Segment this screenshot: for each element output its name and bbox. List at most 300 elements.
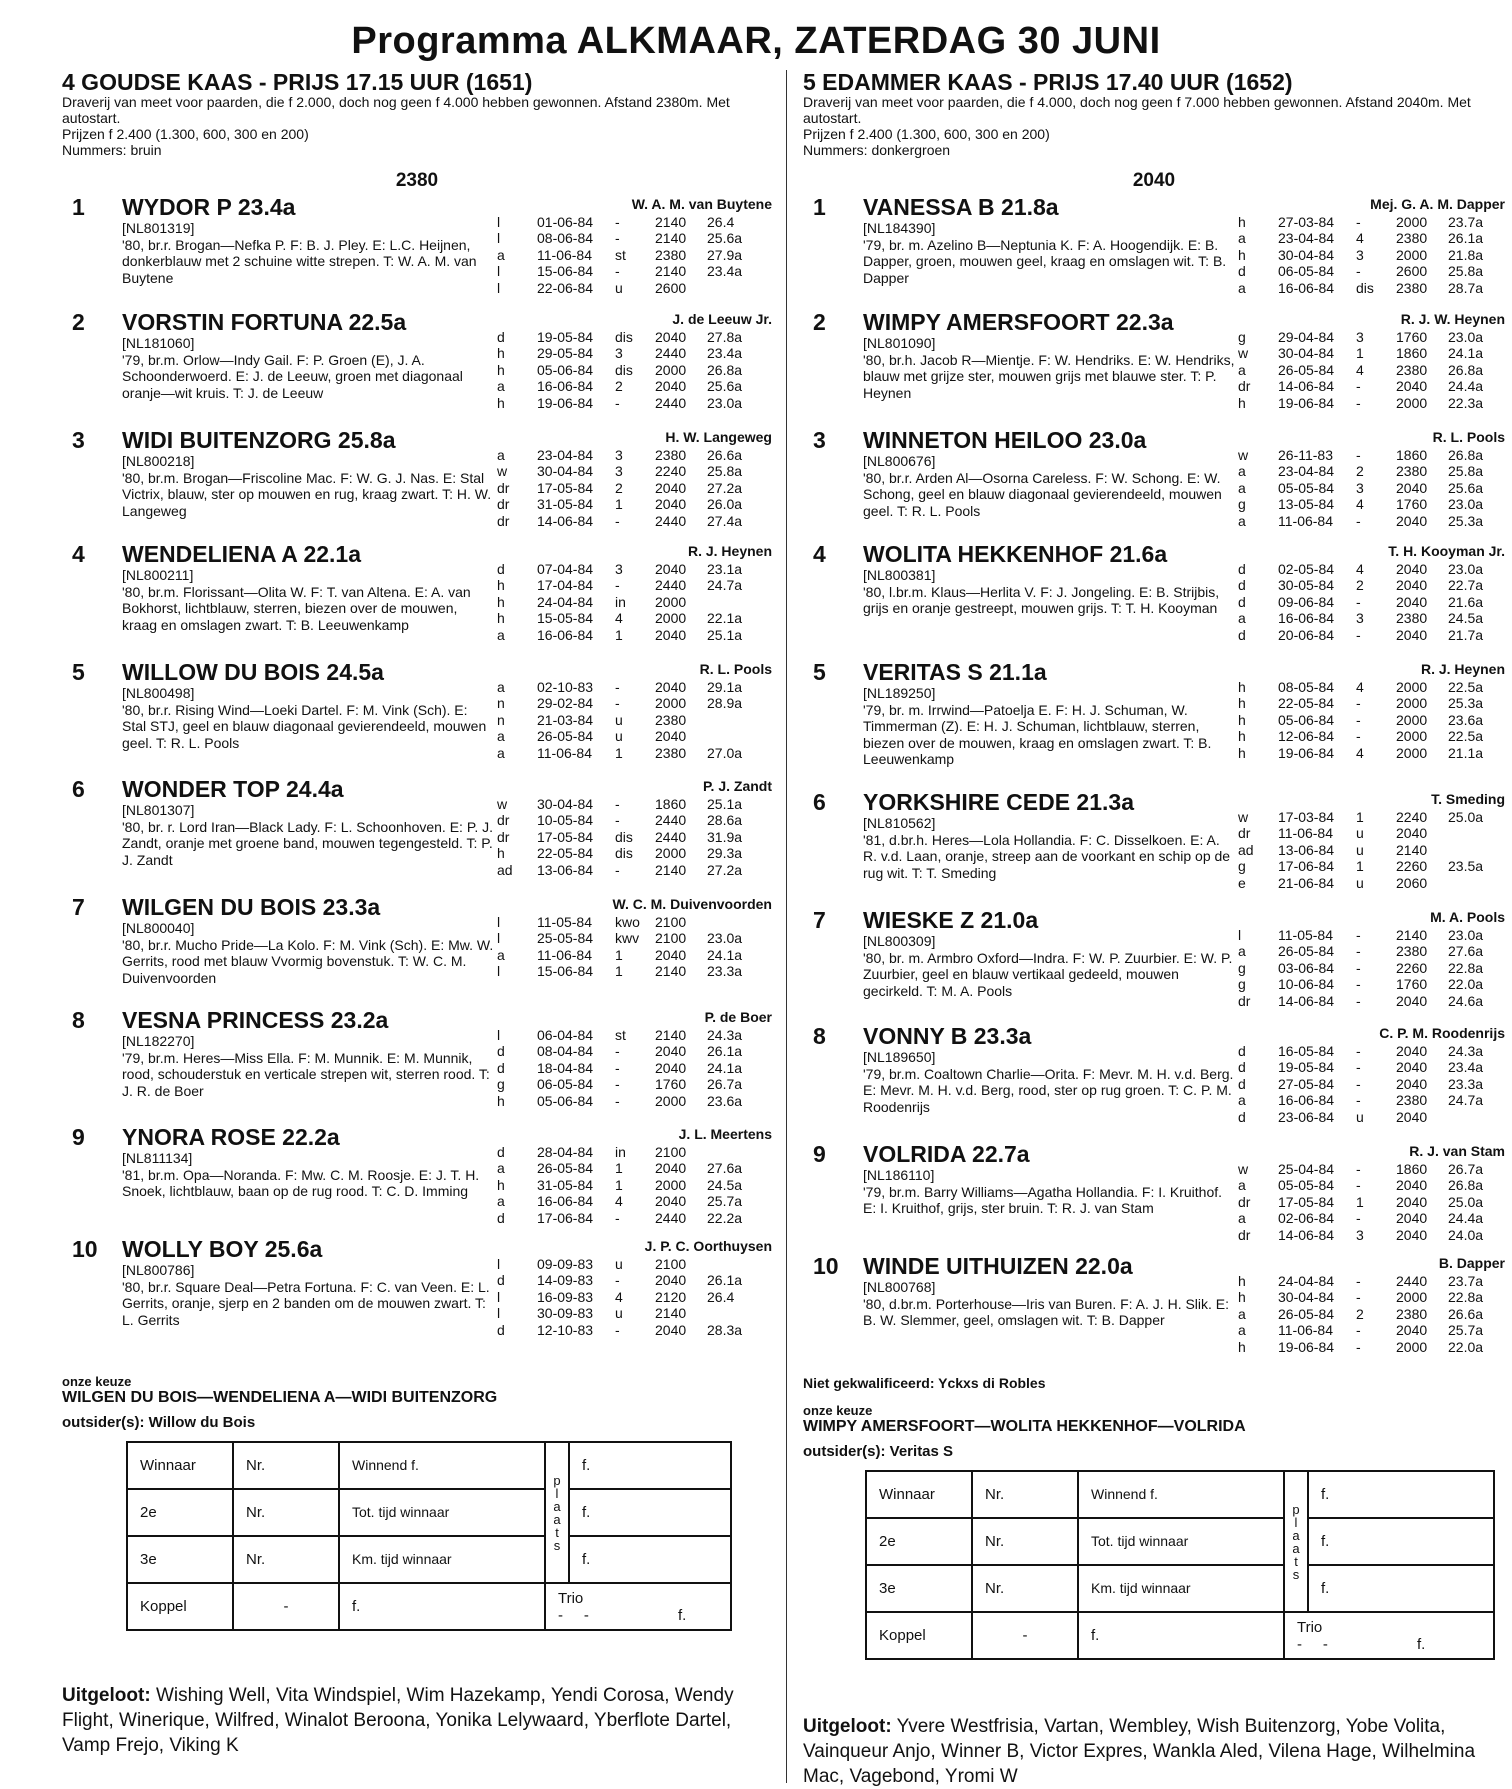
start-distance: 2040 bbox=[655, 378, 687, 395]
track-code: dr bbox=[497, 479, 510, 496]
start-time: 26.1a bbox=[707, 1043, 743, 1060]
placing: - bbox=[615, 1209, 620, 1226]
withdrawn-label: Uitgeloot: bbox=[62, 1685, 151, 1706]
race-conditions: Draverij van meet voor paarden, die f 2.000, doch nog geen f 4.000 hebben gewonnen. Afstand 2380m. Met autostart. bbox=[62, 94, 730, 126]
track-code: n bbox=[497, 695, 505, 712]
start-row bbox=[1238, 825, 1508, 841]
recent-starts bbox=[1238, 679, 1508, 761]
start-date: 12-06-84 bbox=[1278, 728, 1335, 745]
start-distance: 2040 bbox=[1396, 626, 1428, 643]
placing: 4 bbox=[1356, 679, 1364, 695]
track-code: a bbox=[497, 744, 505, 761]
start-row bbox=[1238, 695, 1508, 711]
start-time bbox=[707, 728, 767, 744]
placing: - bbox=[1356, 927, 1361, 943]
placing: - bbox=[1356, 1338, 1361, 1355]
placing: - bbox=[615, 1043, 620, 1060]
number-field[interactable]: Nr. bbox=[233, 1442, 339, 1489]
start-row bbox=[497, 247, 767, 263]
start-date: 06-05-84 bbox=[1278, 263, 1335, 280]
trio-amount: f. bbox=[1417, 1635, 1426, 1653]
start-distance: 2000 bbox=[1396, 1338, 1428, 1355]
track-code: a bbox=[1238, 512, 1246, 529]
start-time: 26.0a bbox=[707, 496, 743, 513]
horse-description bbox=[122, 1033, 494, 1099]
start-time: 22.8a bbox=[1448, 1289, 1484, 1306]
start-date: 17-06-84 bbox=[1278, 858, 1335, 875]
driver-name: P. J. Zandt bbox=[703, 778, 772, 794]
horse-name: WOLITA HEKKENHOF 21.6a bbox=[863, 541, 1168, 567]
track-code: d bbox=[497, 1043, 505, 1060]
entry-number: 9 bbox=[72, 1124, 85, 1150]
track-code: h bbox=[1238, 394, 1246, 411]
start-row bbox=[497, 963, 767, 979]
recent-starts bbox=[1238, 927, 1508, 1009]
horse-description bbox=[122, 1150, 494, 1200]
placing: 2 bbox=[1356, 1305, 1364, 1322]
start-time: 22.1a bbox=[707, 610, 743, 627]
start-date: 16-06-84 bbox=[537, 378, 594, 395]
placing: - bbox=[1356, 1273, 1361, 1289]
start-distance: 2240 bbox=[1396, 809, 1428, 825]
placing: u bbox=[1356, 874, 1364, 891]
start-time: 25.8a bbox=[1448, 463, 1484, 480]
start-row bbox=[497, 610, 767, 626]
start-row bbox=[497, 947, 767, 963]
number-field[interactable]: Nr. bbox=[972, 1565, 1078, 1612]
withdrawn-list bbox=[62, 1683, 772, 1758]
amount-field[interactable]: f. bbox=[1308, 1471, 1494, 1518]
track-code: d bbox=[1238, 577, 1246, 594]
start-time bbox=[1448, 1109, 1508, 1125]
start-date: 13-06-84 bbox=[537, 861, 594, 878]
placing: u bbox=[1356, 825, 1364, 842]
entry-number: 1 bbox=[813, 194, 826, 220]
start-date: 29-05-84 bbox=[537, 345, 594, 362]
entry-number: 5 bbox=[813, 659, 826, 685]
start-row bbox=[497, 1060, 767, 1076]
start-date: 24-04-84 bbox=[1278, 1273, 1335, 1289]
start-date: 30-09-83 bbox=[537, 1305, 594, 1322]
start-row bbox=[497, 345, 767, 361]
start-time bbox=[707, 1256, 767, 1272]
start-row bbox=[497, 1027, 767, 1043]
start-time: 24.7a bbox=[1448, 1092, 1484, 1109]
track-code: a bbox=[1238, 1210, 1246, 1227]
start-distance: 2440 bbox=[655, 577, 687, 594]
placing: 4 bbox=[1356, 361, 1364, 378]
start-row bbox=[1238, 561, 1508, 577]
track-code: g bbox=[497, 1076, 505, 1093]
driver-name: R. J. Heynen bbox=[687, 543, 772, 559]
start-date: 08-05-84 bbox=[1278, 679, 1335, 695]
horse-id: [NL801307] bbox=[122, 802, 195, 818]
start-time: 23.0a bbox=[707, 394, 743, 411]
start-distance: 2380 bbox=[655, 711, 687, 728]
start-time bbox=[1448, 842, 1508, 858]
placing: 2 bbox=[615, 378, 623, 395]
start-row bbox=[1238, 463, 1508, 479]
track-code: d bbox=[497, 1321, 505, 1338]
start-distance: 2040 bbox=[1396, 1322, 1428, 1339]
placing: 3 bbox=[1356, 610, 1364, 627]
placing: kwv bbox=[615, 930, 640, 947]
plaats-letters: p l a a t s bbox=[553, 1472, 561, 1553]
trio-label: Trio bbox=[1297, 1618, 1323, 1636]
start-row bbox=[497, 745, 767, 761]
track-code: h bbox=[1238, 695, 1246, 712]
track-code: a bbox=[497, 378, 505, 395]
start-distance: 2380 bbox=[1396, 943, 1428, 960]
track-code: a bbox=[497, 626, 505, 643]
our-choice bbox=[62, 1374, 772, 1406]
track-code: dr bbox=[1238, 1226, 1251, 1243]
start-date: 14-06-84 bbox=[1278, 378, 1335, 395]
race-distance: 2380 bbox=[395, 170, 439, 191]
betting-row bbox=[866, 1565, 1494, 1612]
driver-name: J. L. Meertens bbox=[678, 1126, 772, 1142]
start-date: 03-06-84 bbox=[1278, 959, 1335, 976]
start-date: 26-05-84 bbox=[537, 728, 594, 745]
start-date: 02-05-84 bbox=[1278, 561, 1335, 577]
recent-starts bbox=[497, 679, 767, 761]
track-code: h bbox=[1238, 711, 1246, 728]
page-title: Programma ALKMAAR, ZATERDAG 30 JUNI bbox=[351, 20, 1161, 62]
start-distance: 2380 bbox=[1396, 230, 1428, 247]
race-4-column bbox=[62, 70, 772, 1758]
start-distance: 2440 bbox=[655, 1209, 687, 1226]
placing: u bbox=[615, 711, 623, 728]
driver-name: R. L. Pools bbox=[699, 661, 772, 677]
start-date: 11-06-84 bbox=[537, 744, 593, 761]
horse-description bbox=[863, 815, 1235, 881]
horse-name: VERITAS S 21.1a bbox=[863, 659, 1047, 685]
horse-description bbox=[122, 220, 494, 286]
payout-label: Km. tijd winnaar bbox=[1078, 1565, 1284, 1612]
start-time: 27.2a bbox=[707, 861, 743, 878]
start-distance: 2040 bbox=[1396, 593, 1428, 610]
start-date: 15-06-84 bbox=[537, 963, 594, 980]
driver-name: P. de Boer bbox=[704, 1009, 772, 1025]
track-code: a bbox=[1238, 463, 1246, 480]
start-row bbox=[497, 728, 767, 744]
race-entry bbox=[62, 894, 772, 1007]
amount-field[interactable]: f. bbox=[569, 1442, 731, 1489]
horse-id: [NL800381] bbox=[863, 567, 936, 583]
track-code: d bbox=[1238, 1108, 1246, 1125]
horse-details: '80, br. m. Armbro Oxford—Indra. F: W. P. Zuurbier. E: W. P. Zuurbier, geel en blauw vertikaal gedeeld, mouwen gecirkeld. T: M. A. Pools bbox=[863, 949, 1233, 999]
horse-description bbox=[863, 1279, 1235, 1329]
start-distance: 2260 bbox=[1396, 959, 1428, 976]
track-code: d bbox=[497, 329, 505, 345]
start-row bbox=[1238, 1322, 1508, 1338]
start-date: 08-06-84 bbox=[537, 230, 594, 247]
track-code: l bbox=[497, 1256, 501, 1272]
start-distance: 2000 bbox=[1396, 744, 1428, 761]
start-time: 23.7a bbox=[1448, 1273, 1484, 1289]
start-time bbox=[707, 1144, 767, 1160]
start-time: 28.3a bbox=[707, 1321, 743, 1338]
start-time: 27.4a bbox=[707, 512, 743, 529]
placing: dis bbox=[615, 828, 633, 845]
horse-description bbox=[122, 335, 494, 401]
start-time: 26.6a bbox=[707, 447, 743, 463]
horse-name: YORKSHIRE CEDE 21.3a bbox=[863, 789, 1134, 815]
start-time: 24.0a bbox=[1448, 1226, 1484, 1243]
start-distance: 2040 bbox=[655, 626, 687, 643]
horse-id: [NL184390] bbox=[863, 220, 936, 236]
start-date: 30-04-84 bbox=[1278, 1289, 1335, 1306]
horse-name: WOLLY BOY 25.6a bbox=[122, 1236, 323, 1262]
track-code: l bbox=[497, 914, 501, 930]
horse-description bbox=[122, 920, 494, 986]
driver-name: W. C. M. Duivenvoorden bbox=[612, 896, 772, 912]
placing: 4 bbox=[1356, 496, 1364, 513]
start-time: 24.1a bbox=[1448, 345, 1484, 362]
start-time: 23.0a bbox=[1448, 561, 1484, 577]
start-date: 16-06-84 bbox=[1278, 1092, 1335, 1109]
track-code: h bbox=[497, 610, 505, 627]
placing: - bbox=[615, 1092, 620, 1109]
start-time: 24.3a bbox=[1448, 1043, 1484, 1059]
start-row bbox=[1238, 1194, 1508, 1210]
start-row bbox=[1238, 1306, 1508, 1322]
placing: 2 bbox=[1356, 577, 1364, 594]
our-choice bbox=[803, 1403, 1505, 1435]
placing: - bbox=[1356, 711, 1361, 728]
start-row bbox=[497, 1144, 767, 1160]
trio-cell[interactable] bbox=[1284, 1612, 1494, 1659]
placing: st bbox=[615, 246, 626, 263]
placing: dis bbox=[1356, 279, 1374, 296]
horse-id: [NL189650] bbox=[863, 1049, 936, 1065]
entry-number: 3 bbox=[813, 427, 826, 453]
start-time: 26.8a bbox=[1448, 1177, 1484, 1194]
start-distance: 2040 bbox=[655, 1160, 687, 1177]
placing: in bbox=[615, 593, 626, 610]
start-date: 22-06-84 bbox=[537, 279, 594, 296]
race-entry bbox=[62, 1124, 772, 1236]
start-date: 11-06-84 bbox=[1278, 512, 1334, 529]
withdrawn-list bbox=[803, 1714, 1503, 1789]
amount-field[interactable]: f. bbox=[569, 1489, 731, 1536]
placing: 4 bbox=[1356, 744, 1364, 761]
trio-amount: f. bbox=[678, 1606, 687, 1624]
race-entry bbox=[803, 1141, 1505, 1253]
horse-id: [NL800211] bbox=[122, 567, 194, 583]
start-date: 02-06-84 bbox=[1278, 1210, 1335, 1227]
horse-id: [NL800040] bbox=[122, 920, 195, 936]
start-time: 26.8a bbox=[1448, 361, 1484, 378]
not-qualified-note: Niet gekwalificeerd: Yckxs di Robles bbox=[803, 1375, 1046, 1391]
start-distance: 2040 bbox=[655, 728, 687, 745]
track-code: h bbox=[1238, 214, 1246, 230]
entry-number: 6 bbox=[813, 789, 826, 815]
start-distance: 1760 bbox=[1396, 976, 1428, 993]
start-time: 25.3a bbox=[1448, 695, 1484, 712]
start-date: 27-03-84 bbox=[1278, 214, 1335, 230]
start-row bbox=[497, 480, 767, 496]
start-time: 22.7a bbox=[1448, 577, 1484, 594]
number-field[interactable]: Nr. bbox=[233, 1489, 339, 1536]
placing: u bbox=[1356, 1108, 1364, 1125]
placing: - bbox=[1356, 959, 1361, 976]
start-row bbox=[1238, 395, 1508, 411]
start-time: 26.8a bbox=[707, 361, 743, 378]
start-row bbox=[497, 1289, 767, 1305]
start-row bbox=[1238, 513, 1508, 529]
horse-description bbox=[863, 1049, 1235, 1115]
race-entry bbox=[803, 659, 1505, 789]
start-time: 23.4a bbox=[707, 263, 743, 280]
start-date: 19-06-84 bbox=[1278, 1338, 1335, 1355]
start-distance: 2140 bbox=[1396, 841, 1428, 858]
start-row bbox=[497, 230, 767, 246]
entry-number: 1 bbox=[72, 194, 85, 220]
track-code: a bbox=[1238, 1322, 1246, 1339]
horse-details: '80, br.r. Arden Al—Osorna Careless. F: W. Schong. E: W. Schong, geel en blauw diagonaal gevierendeeld, mouwen geel. T: R. L. Pools bbox=[863, 469, 1222, 519]
start-date: 19-06-84 bbox=[1278, 744, 1335, 761]
placing: 3 bbox=[1356, 479, 1364, 496]
start-date: 08-04-84 bbox=[537, 1043, 594, 1060]
horse-details: '80, br.r. Rising Wind—Loeki Dartel. F: M. Vink (Sch). E: Stal STJ, geel en blauw diagonaal gevierendeeld, mouwen geel. T: R. L. Pools bbox=[122, 701, 487, 751]
start-distance: 2040 bbox=[655, 1272, 687, 1289]
start-time: 27.9a bbox=[707, 246, 743, 263]
recent-starts bbox=[1238, 214, 1508, 296]
placing: dis bbox=[615, 329, 633, 345]
track-code: a bbox=[1238, 1092, 1246, 1109]
placing: - bbox=[1356, 593, 1361, 610]
plaats-letters: p l a a t s bbox=[1292, 1501, 1300, 1582]
start-time: 26.4 bbox=[707, 214, 735, 230]
placing: u bbox=[1356, 841, 1364, 858]
start-date: 29-02-84 bbox=[537, 695, 594, 712]
track-code: dr bbox=[497, 812, 510, 829]
start-distance: 2040 bbox=[1396, 561, 1428, 577]
recent-starts bbox=[1238, 561, 1508, 643]
track-code: g bbox=[1238, 976, 1246, 993]
start-row bbox=[497, 561, 767, 577]
amount-field[interactable]: f. bbox=[569, 1536, 731, 1583]
start-distance: 2440 bbox=[655, 812, 687, 829]
start-row bbox=[1238, 875, 1508, 891]
payout-label: Winnend f. bbox=[1078, 1471, 1284, 1518]
start-row bbox=[497, 627, 767, 643]
withdrawn-names: Wishing Well, Vita Windspiel, Wim Hazekamp, Yendi Corosa, Wendy Flight, Winerique, Wilfred, Winalot Beroona, Yonika Lelywaard, Yberflote Dartel, Vamp Frejo, Viking K bbox=[62, 1685, 734, 1756]
placing: 1 bbox=[615, 496, 623, 513]
placing: kwo bbox=[615, 914, 640, 930]
koppel-amount[interactable]: f. bbox=[1078, 1612, 1284, 1659]
horse-id: [NL810562] bbox=[863, 815, 936, 831]
horse-details: '80, br.m. Florissant—Olita W. F: T. van Altena. E: A. van Bokhorst, lichtblauw, sterren, biezen over de mouwen, kraag en omslagen zwart. T: B. Leeuwenkamp bbox=[122, 583, 471, 633]
start-date: 11-06-84 bbox=[1278, 1322, 1334, 1339]
start-time: 25.8a bbox=[707, 463, 743, 480]
start-row bbox=[1238, 1210, 1508, 1226]
start-date: 05-05-84 bbox=[1278, 1177, 1335, 1194]
start-distance: 2440 bbox=[655, 345, 687, 362]
start-row bbox=[1238, 1227, 1508, 1243]
start-time: 22.0a bbox=[1448, 976, 1484, 993]
placing: - bbox=[1356, 1289, 1361, 1306]
start-time: 21.7a bbox=[1448, 626, 1484, 643]
trio-cell[interactable] bbox=[545, 1583, 731, 1630]
start-distance: 2040 bbox=[1396, 1059, 1428, 1076]
start-time: 24.7a bbox=[707, 577, 743, 594]
withdrawn-names: Yvere Westfrisia, Vartan, Wembley, Wish Buitenzorg, Yobe Volita, Vainqueur Anjo, Winner B, Victor Expres, Wankla Aled, Vilena Hage, Wilhelmina Mac, Vagebond, Yromi W bbox=[803, 1716, 1476, 1787]
betting-table bbox=[865, 1470, 1495, 1660]
start-date: 05-05-84 bbox=[1278, 479, 1335, 496]
placing: - bbox=[1356, 1092, 1361, 1109]
start-distance: 2260 bbox=[1396, 858, 1428, 875]
track-code: a bbox=[1238, 479, 1246, 496]
placing: - bbox=[1356, 1322, 1361, 1339]
start-time: 23.6a bbox=[1448, 711, 1484, 728]
start-time: 22.0a bbox=[1448, 1338, 1484, 1355]
our-choice-picks: WIMPY AMERSFOORT—WOLITA HEKKENHOF—VOLRIDA bbox=[803, 1418, 1246, 1435]
start-time: 24.6a bbox=[1448, 992, 1484, 1009]
track-code: g bbox=[1238, 329, 1246, 345]
placing: - bbox=[1356, 992, 1361, 1009]
horse-description bbox=[122, 453, 494, 519]
start-date: 10-05-84 bbox=[537, 812, 594, 829]
start-date: 13-05-84 bbox=[1278, 496, 1335, 513]
entry-number: 8 bbox=[72, 1007, 85, 1033]
track-code: l bbox=[497, 1027, 501, 1043]
recent-starts bbox=[497, 329, 767, 411]
start-date: 11-05-84 bbox=[537, 914, 593, 930]
driver-name: R. L. Pools bbox=[1432, 429, 1505, 445]
amount-field[interactable]: f. bbox=[1308, 1565, 1494, 1612]
amount-field[interactable]: f. bbox=[1308, 1518, 1494, 1565]
number-field[interactable]: Nr. bbox=[233, 1536, 339, 1583]
track-code: d bbox=[497, 1209, 505, 1226]
number-field[interactable]: Nr. bbox=[972, 1518, 1078, 1565]
placing: - bbox=[615, 1076, 620, 1093]
start-date: 11-06-84 bbox=[537, 946, 593, 963]
start-date: 18-04-84 bbox=[537, 1059, 594, 1076]
start-time: 22.3a bbox=[1448, 394, 1484, 411]
start-distance: 2040 bbox=[655, 1043, 687, 1060]
start-distance: 2040 bbox=[1396, 992, 1428, 1009]
horse-id: [NL186110] bbox=[863, 1167, 935, 1183]
start-time: 26.6a bbox=[1448, 1305, 1484, 1322]
track-code: d bbox=[1238, 626, 1246, 643]
start-distance: 2100 bbox=[655, 1256, 687, 1272]
start-time: 23.3a bbox=[1448, 1075, 1484, 1092]
start-date: 01-06-84 bbox=[537, 214, 594, 230]
horse-name: WIMPY AMERSFOORT 22.3a bbox=[863, 309, 1174, 335]
start-date: 17-05-84 bbox=[537, 479, 594, 496]
placing: 2 bbox=[1356, 463, 1364, 480]
race-entry bbox=[62, 776, 772, 894]
start-distance: 2380 bbox=[1396, 1305, 1428, 1322]
horse-description bbox=[863, 685, 1235, 768]
number-field[interactable]: Nr. bbox=[972, 1471, 1078, 1518]
start-row bbox=[497, 930, 767, 946]
entry-number: 2 bbox=[813, 309, 826, 335]
start-distance: 2380 bbox=[655, 447, 687, 463]
koppel-amount[interactable]: f. bbox=[339, 1583, 545, 1630]
entry-number: 8 bbox=[813, 1023, 826, 1049]
track-code: h bbox=[1238, 1289, 1246, 1306]
start-distance: 2120 bbox=[655, 1288, 687, 1305]
placing: - bbox=[615, 812, 620, 829]
start-distance: 2000 bbox=[1396, 246, 1428, 263]
race-entry bbox=[62, 427, 772, 541]
betting-row bbox=[866, 1471, 1494, 1518]
track-code: w bbox=[1238, 1161, 1249, 1177]
horse-details: '79, br. m. Irrwind—Patoelja E. F: H. J. Schuman, W. Timmerman (Z). E: H. J. Schuman, lichtblauw, sterren, biezen over de mouwen, kraag en omslagen zwart. T: B. Leeuwenkamp bbox=[863, 701, 1212, 767]
